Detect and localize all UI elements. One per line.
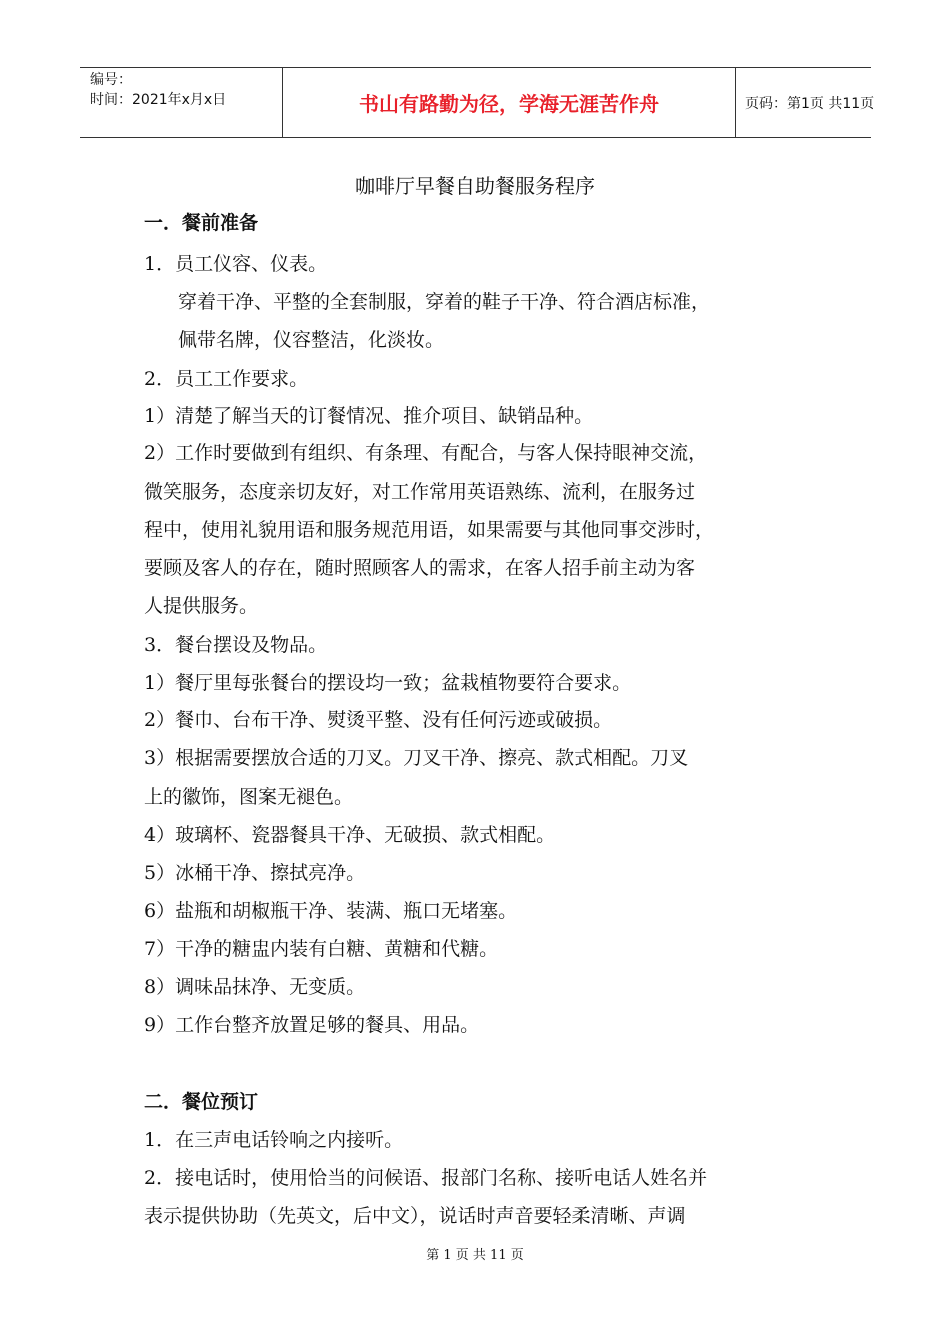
paragraph-line: 8）调味品抹净、无变质。 [144,976,366,998]
paragraph-line: 上的徽饰，图案无褪色。 [144,786,354,808]
header-page-info: 页码：第1页 共11页 [745,96,875,112]
document-title: 咖啡厅早餐自助餐服务程序 [355,174,595,198]
paragraph-line: 1．在三声电话铃响之内接听。 [144,1129,404,1151]
paragraph-line: 2）工作时要做到有组织、有条理、有配合，与客人保持眼神交流， [144,442,708,464]
paragraph-line: 人提供服务。 [144,595,259,617]
page-footer: 第 1 页 共 11 页 [426,1248,524,1263]
paragraph-line: 1）餐厅里每张餐台的摆设均一致；盆栽植物要符合要求。 [144,672,632,694]
header-motto: 书山有路勤为径，学海无涯苦作舟 [359,92,659,116]
header-info-cell [80,68,282,137]
paragraph-line: 1．员工仪容、仪表。 [144,253,328,275]
paragraph-line: 3）根据需要摆放合适的刀叉。刀叉干净、擦亮、款式相配。刀叉 [144,747,689,769]
paragraph-line: 程中，使用礼貌用语和服务规范用语，如果需要与其他同事交涉时， [144,519,715,541]
section-heading: 二．餐位预订 [144,1091,259,1113]
document-header-table [80,67,875,138]
document-number-label: 编号： [90,72,132,88]
paragraph-line: 1）清楚了解当天的订餐情况、推介项目、缺销品种。 [144,405,594,427]
paragraph-line: 2）餐巾、台布干净、熨烫平整、没有任何污迹或破损。 [144,709,613,731]
header-motto-cell [282,68,736,137]
paragraph-line: 微笑服务，态度亲切友好，对工作常用英语熟练、流利，在服务过 [144,481,696,503]
paragraph-line: 7）干净的糖盅内装有白糖、黄糖和代糖。 [144,938,499,960]
header-page-cell [735,68,875,137]
paragraph-line: 5）冰桶干净、擦拭亮净。 [144,862,366,884]
paragraph-line: 3．餐台摆设及物品。 [144,634,328,656]
paragraph-line: 要顾及客人的存在，随时照顾客人的需求，在客人招手前主动为客 [144,557,696,579]
paragraph-line: 佩带名牌，仪容整洁，化淡妆。 [178,329,445,351]
paragraph-line: 9）工作台整齐放置足够的餐具、用品。 [144,1014,480,1036]
paragraph-line: 2．接电话时，使用恰当的问候语、报部门名称、接听电话人姓名并 [144,1167,708,1189]
paragraph-line: 穿着干净、平整的全套制服，穿着的鞋子干净、符合酒店标准， [178,291,711,313]
paragraph-line: 表示提供协助（先英文，后中文），说话时声音要轻柔清晰、声调 [144,1205,686,1227]
paragraph-line: 6）盐瓶和胡椒瓶干净、装满、瓶口无堵塞。 [144,900,518,922]
document-date-label: 时间：2021年x月x日 [90,92,227,108]
paragraph-line: 4）玻璃杯、瓷器餐具干净、无破损、款式相配。 [144,824,556,846]
paragraph-line: 2．员工工作要求。 [144,368,309,390]
section-heading: 一．餐前准备 [144,212,259,234]
